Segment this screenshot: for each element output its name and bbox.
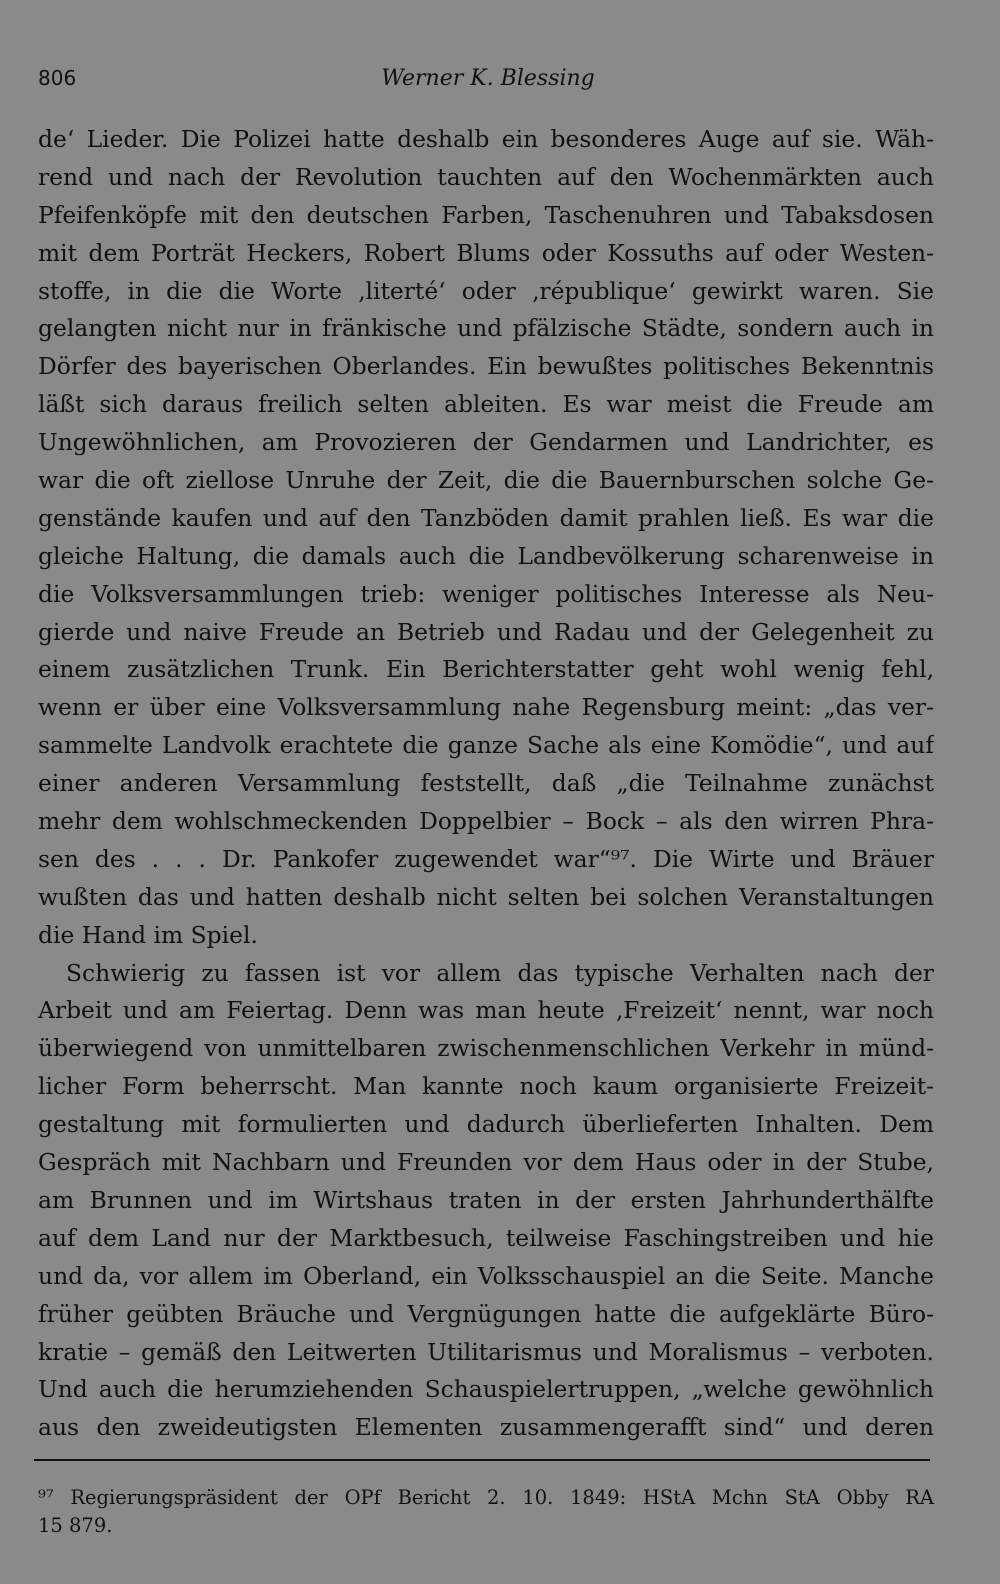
text-line: genstände kaufen und auf den Tanzböden damit prahlen ließ. Es war die bbox=[38, 503, 934, 532]
text-line: mit dem Porträt Heckers, Robert Blums oder Kossuths auf oder Westen- bbox=[38, 238, 934, 267]
body-text bbox=[38, 121, 934, 1447]
footnote-line: 15 879. bbox=[38, 1514, 113, 1537]
text-line: überwiegend von unmittelbaren zwischenmenschlichen Verkehr in münd- bbox=[38, 1034, 934, 1063]
text-line: aus den zweideutigsten Elementen zusammengerafft sind“ und deren bbox=[38, 1413, 934, 1442]
text-line: wenn er über eine Volksversammlung nahe Regensburg meint: „das ver- bbox=[38, 693, 934, 722]
text-line: stoffe, in die die Worte ‚literté‘ oder ‚république‘ gewirkt waren. Sie bbox=[38, 276, 934, 305]
text-line: Arbeit und am Feiertag. Denn was man heute ‚Freizeit‘ nennt, war noch bbox=[38, 996, 934, 1025]
text-line: de‘ Lieder. Die Polizei hatte deshalb ein besonderes Auge auf sie. Wäh- bbox=[38, 125, 934, 153]
text-line: rend und nach der Revolution tauchten auf den Wochenmärkten auch bbox=[38, 162, 934, 191]
text-line: am Brunnen und im Wirtshaus traten in der ersten Jahrhunderthälfte bbox=[38, 1185, 934, 1214]
text-line: kratie – gemäß den Leitwerten Utilitarismus und Moralismus – verboten. bbox=[38, 1337, 934, 1366]
text-line: und da, vor allem im Oberland, ein Volksschauspiel an die Seite. Manche bbox=[38, 1261, 934, 1290]
text-line: wußten das und hatten deshalb nicht selten bei solchen Veranstaltungen bbox=[38, 882, 934, 911]
text-line: war die oft ziellose Unruhe der Zeit, die die Bauernburschen solche Ge- bbox=[38, 466, 934, 495]
text-line: einem zusätzlichen Trunk. Ein Berichterstatter geht wohl wenig fehl, bbox=[38, 655, 934, 684]
text-line: Pfeifenköpfe mit den deutschen Farben, Taschenuhren und Tabaksdosen bbox=[38, 200, 934, 229]
text-line: die Hand im Spiel. bbox=[38, 920, 258, 949]
footnote bbox=[38, 1484, 934, 1540]
text-line: gierde und naive Freude an Betrieb und Radau und der Gelegenheit zu bbox=[38, 617, 934, 646]
text-line: Und auch die herumziehenden Schauspielertruppen, „welche gewöhnlich bbox=[38, 1375, 934, 1404]
text-line: läßt sich daraus freilich selten ableiten. Es war meist die Freude am bbox=[38, 390, 934, 419]
text-line: gelangten nicht nur in fränkische und pfälzische Städte, sondern auch in bbox=[38, 314, 934, 343]
text-line: gleiche Haltung, die damals auch die Landbevölkerung scharenweise in bbox=[38, 541, 934, 570]
text-line: Dörfer des bayerischen Oberlandes. Ein bewußtes politisches Bekenntnis bbox=[38, 352, 934, 381]
text-line: auf dem Land nur der Marktbesuch, teilweise Faschingstreiben und hie bbox=[38, 1223, 934, 1252]
text-line: die Volksversammlungen trieb: weniger politisches Interesse als Neu- bbox=[38, 579, 934, 608]
text-line: sammelte Landvolk erachtete die ganze Sache als eine Komödie“, und auf bbox=[38, 731, 934, 760]
text-line: sen des . . . Dr. Pankofer zugewendet war“⁹⁷. Die Wirte und Bräuer bbox=[38, 844, 934, 873]
text-line: Gespräch mit Nachbarn und Freunden vor dem Haus oder in der Stube, bbox=[38, 1148, 934, 1177]
text-line: licher Form beherrscht. Man kannte noch kaum organisierte Freizeit- bbox=[38, 1072, 934, 1101]
footnote-line: ⁹⁷ Regierungspräsident der OPf Bericht 2. 10. 1849: HStA Mchn StA Obby RA bbox=[38, 1486, 934, 1509]
text-line: Ungewöhnlichen, am Provozieren der Gendarmen und Landrichter, es bbox=[38, 428, 934, 457]
text-line: früher geübten Bräuche und Vergnügungen hatte die aufgeklärte Büro- bbox=[38, 1299, 934, 1328]
page-number: 806 bbox=[38, 66, 77, 90]
text-line: Schwierig zu fassen ist vor allem das typische Verhalten nach der bbox=[66, 958, 934, 987]
text-line: mehr dem wohlschmeckenden Doppelbier – Bock – als den wirren Phra- bbox=[38, 807, 934, 836]
text-line: einer anderen Versammlung feststellt, daß „die Teilnahme zunächst bbox=[38, 769, 934, 798]
running-head: Werner K. Blessing bbox=[381, 66, 595, 91]
text-line: gestaltung mit formulierten und dadurch überlieferten Inhalten. Dem bbox=[38, 1110, 934, 1139]
footnote-divider bbox=[34, 1459, 930, 1461]
page-header bbox=[38, 66, 938, 96]
